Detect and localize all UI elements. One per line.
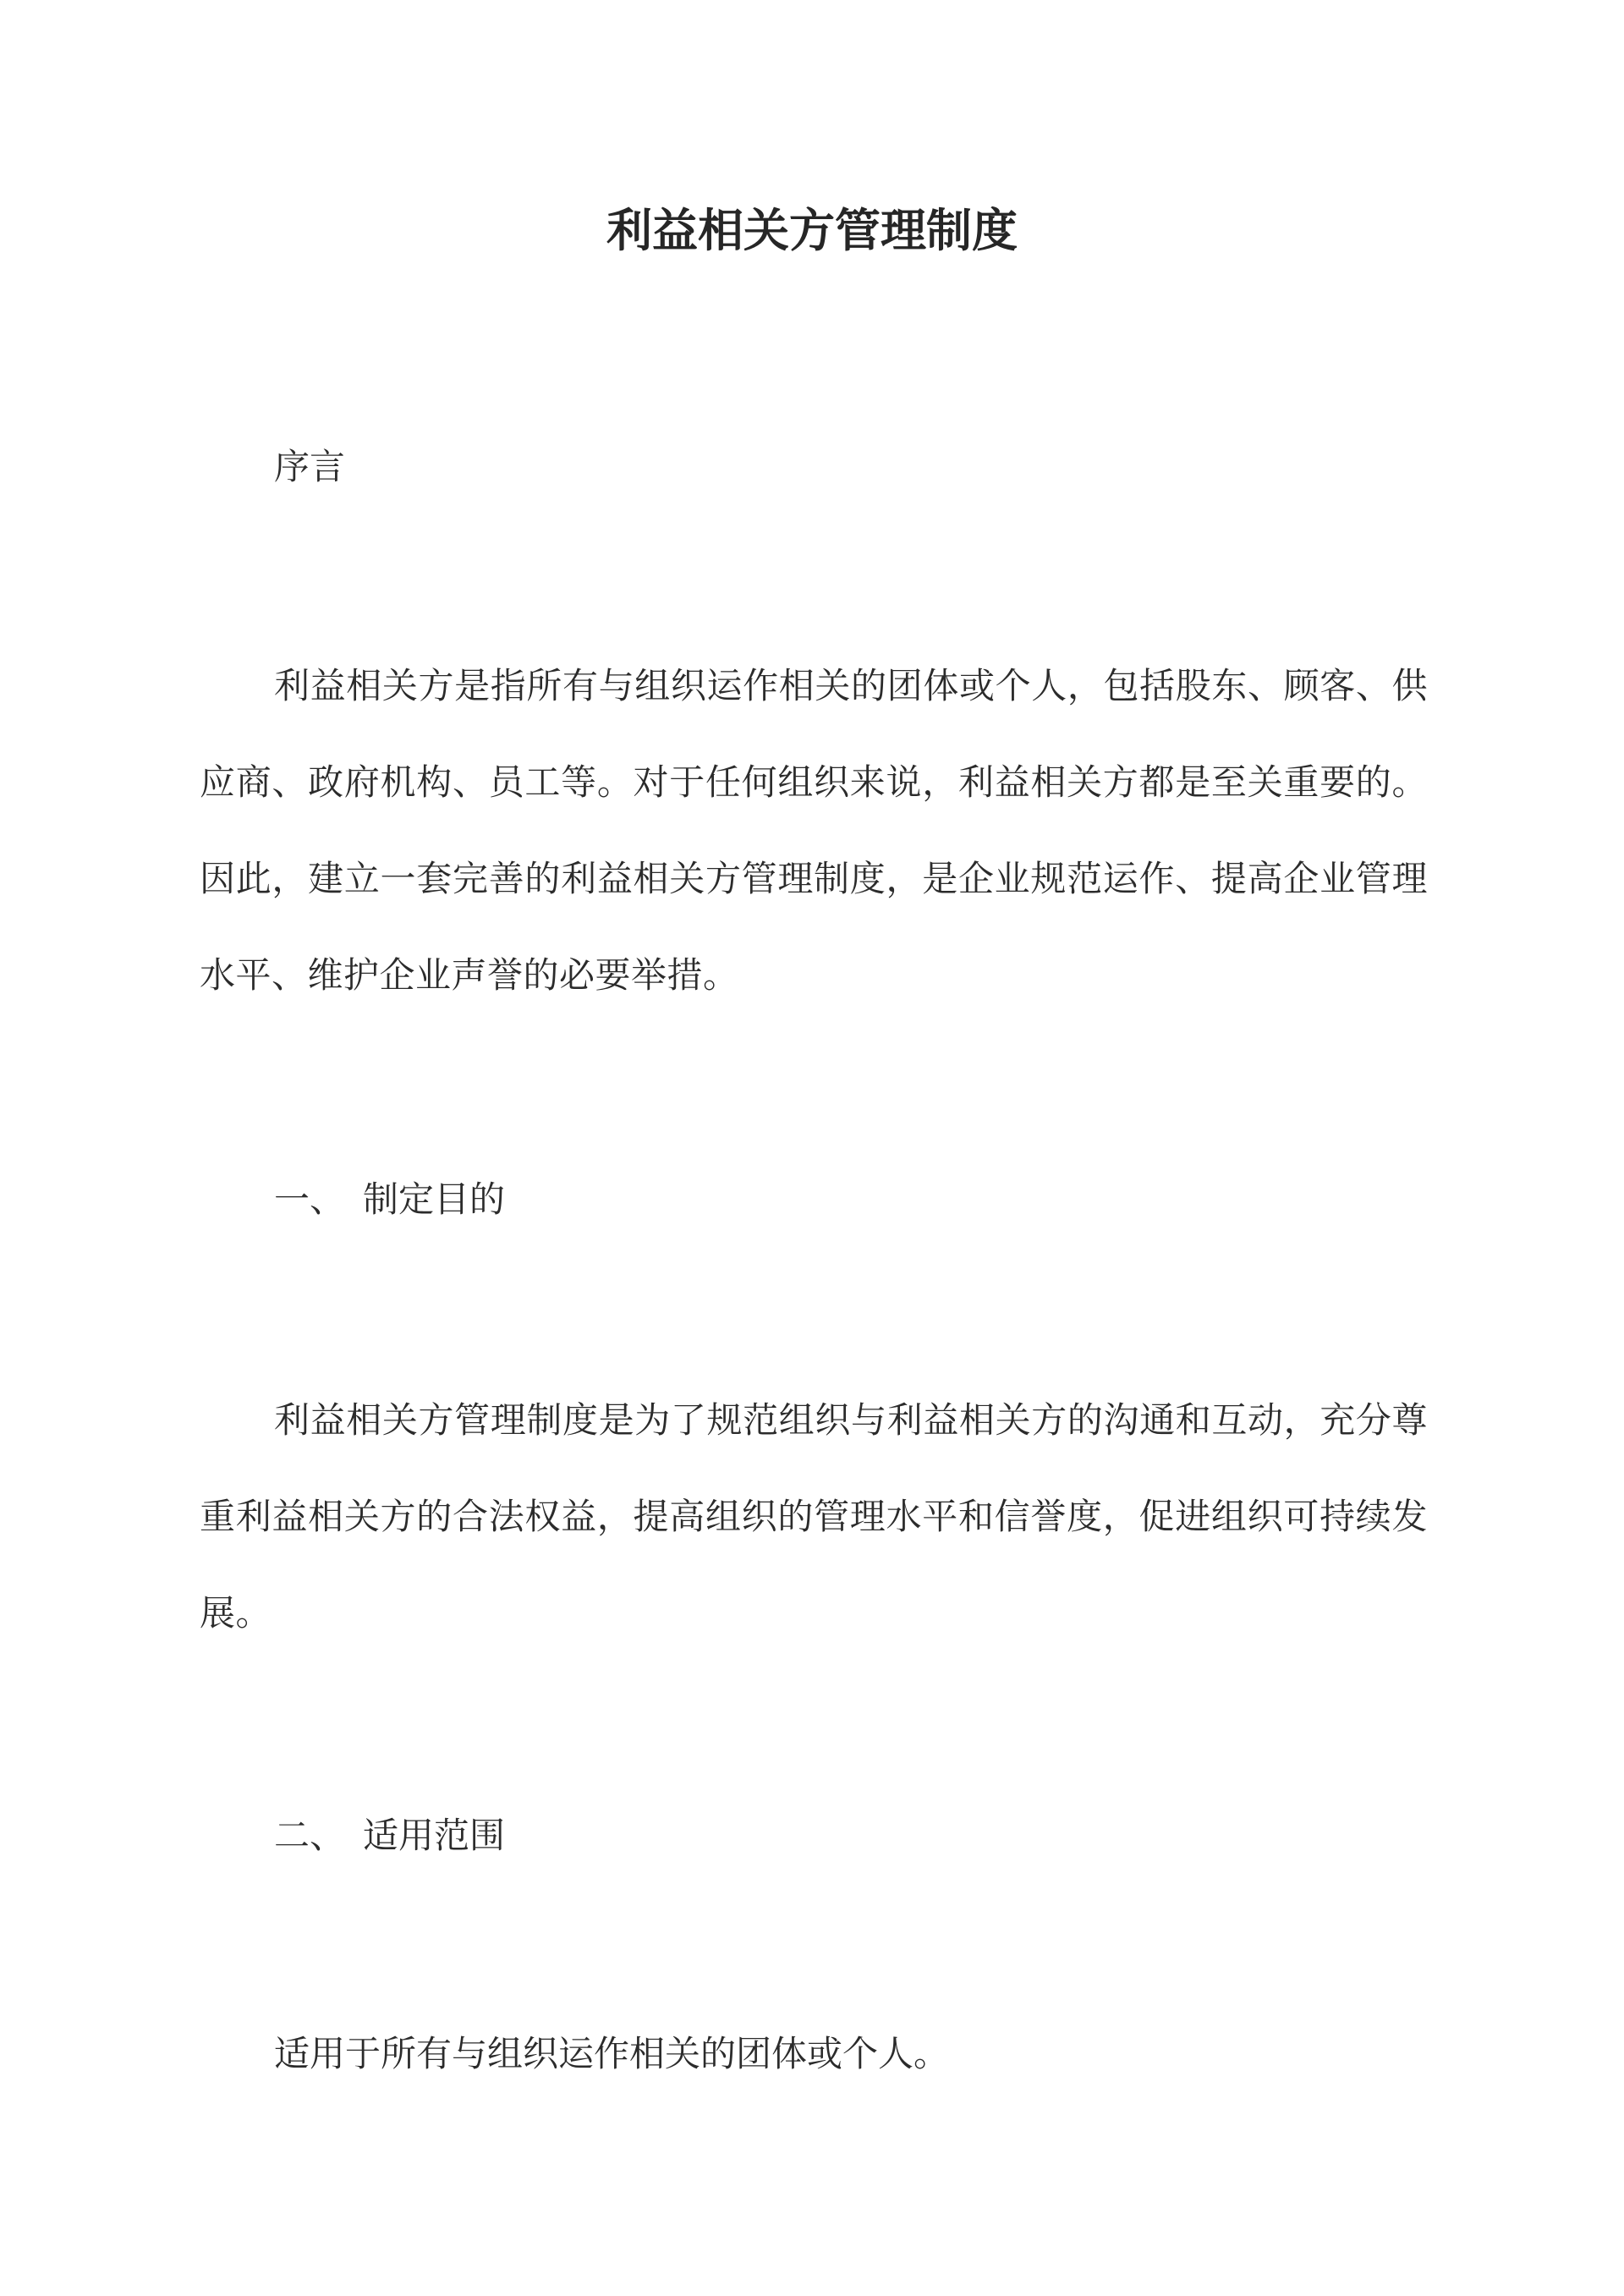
preface-paragraph: 利益相关方是指所有与组织运作相关的团体或个人，包括股东、顾客、供应商、政府机构、员工等。对于任何组织来说，利益相关方都是至关重要的。因此，建立一套完善的利益相关方管理制度，是企业规范运作、提高企业管理水平、维护企业声誉的必要举措。 (200, 665, 1428, 996)
section-2-heading: 二、 适用范围 (274, 1815, 506, 1856)
section-2-paragraph: 适用于所有与组织运作相关的团体或个人。 (274, 2033, 950, 2074)
preface-heading: 序言 (274, 446, 346, 487)
document-title: 利益相关方管理制度 (606, 203, 1018, 257)
section-1-paragraph: 利益相关方管理制度是为了规范组织与利益相关方的沟通和互动，充分尊重利益相关方的合法权益，提高组织的管理水平和信誉度，促进组织可持续发展。 (200, 1399, 1428, 1634)
section-1-heading: 一、 制定目的 (274, 1178, 506, 1220)
